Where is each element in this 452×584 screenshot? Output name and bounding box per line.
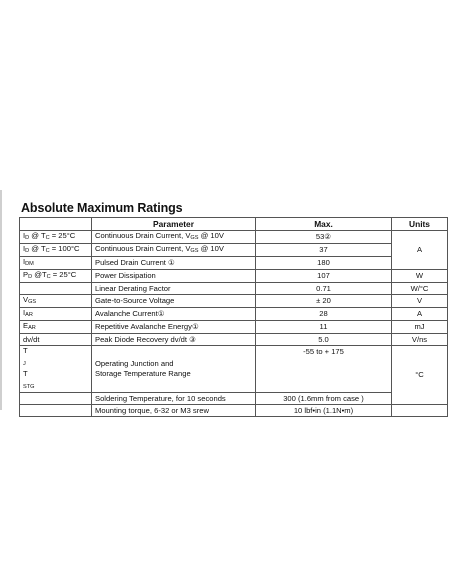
section-title: Absolute Maximum Ratings <box>21 201 183 215</box>
unit-cell: A <box>392 308 448 321</box>
parameter-cell: Soldering Temperature, for 10 seconds <box>92 393 256 405</box>
parameter-cell: Gate-to-Source Voltage <box>92 295 256 308</box>
parameter-cell: Power Dissipation <box>92 270 256 283</box>
parameter-cell: Repetitive Avalanche Energy① <box>92 321 256 334</box>
table-row <box>20 346 448 393</box>
unit-cell: W <box>392 270 448 283</box>
parameter-cell: Peak Diode Recovery dv/dt ③ <box>92 334 256 346</box>
unit-cell <box>392 405 448 417</box>
max-cell: 10 lbf•in (1.1N•m) <box>256 405 392 417</box>
unit-cell: mJ <box>392 321 448 334</box>
unit-cell: V/ns <box>392 334 448 346</box>
symbol-cell <box>20 405 92 417</box>
symbol-cell: $E_{AR}$ <box>20 321 92 334</box>
max-cell: ± 20 <box>256 295 392 308</box>
parameter-cell: Avalanche Current① <box>92 308 256 321</box>
unit-cell: A <box>392 231 448 270</box>
symbol-cell: $P_D$ $@T_C = 25^\circ C$ <box>20 270 92 283</box>
header-units: Units <box>392 218 448 231</box>
symbol-cell: T $_J$ T $_{STG}$ <box>20 346 92 393</box>
table-row <box>20 270 448 283</box>
symbol-cell <box>20 283 92 295</box>
max-cell: 28 <box>256 308 392 321</box>
max-cell: 180 <box>256 257 392 270</box>
symbol-cell: $I_{DM}$ <box>20 257 92 270</box>
symbol-cell: $I_{AR}$ <box>20 308 92 321</box>
parameter-cell: Pulsed Drain Current ① <box>92 257 256 270</box>
max-cell: 300 (1.6mm from case ) <box>256 393 392 405</box>
table-row <box>20 321 448 334</box>
absolute-maximum-ratings-table <box>19 217 448 417</box>
table-row <box>20 334 448 346</box>
symbol-cell: $I_D$ @ $T_C = 100^\circ C$ <box>20 244 92 257</box>
table-row <box>20 405 448 417</box>
unit-cell: °C <box>392 346 448 405</box>
table-row <box>20 283 448 295</box>
table-header-row <box>20 218 448 231</box>
header-symbol <box>20 218 92 231</box>
parameter-cell: Operating Junction and Storage Temperature Range <box>92 346 256 393</box>
max-cell: -55 to + 175 <box>256 346 392 393</box>
parameter-cell: Mounting torque, 6-32 or M3 srew <box>92 405 256 417</box>
max-cell: 0.71 <box>256 283 392 295</box>
max-cell: 107 <box>256 270 392 283</box>
table-row <box>20 393 448 405</box>
unit-cell: W/°C <box>392 283 448 295</box>
symbol-cell <box>20 393 92 405</box>
parameter-cell: Continuous Drain Current, $V_{GS}$ @ 10V <box>92 244 256 257</box>
parameter-cell: Continuous Drain Current, $V_{GS}$ @ 10V <box>92 231 256 244</box>
parameter-cell: Linear Derating Factor <box>92 283 256 295</box>
symbol-cell: $V_{GS}$ <box>20 295 92 308</box>
max-cell: 53② <box>256 231 392 244</box>
symbol-cell: dv/dt <box>20 334 92 346</box>
table-row <box>20 295 448 308</box>
max-cell: 11 <box>256 321 392 334</box>
table-row <box>20 257 448 270</box>
table-row <box>20 244 448 257</box>
header-max: Max. <box>256 218 392 231</box>
symbol-cell: $I_D$ @ $T_C = 25^\circ C$ <box>20 231 92 244</box>
unit-cell: V <box>392 295 448 308</box>
header-parameter: Parameter <box>92 218 256 231</box>
table-row <box>20 308 448 321</box>
max-cell: 5.0 <box>256 334 392 346</box>
page-edge-rule <box>0 190 2 410</box>
table-row <box>20 231 448 244</box>
max-cell: 37 <box>256 244 392 257</box>
